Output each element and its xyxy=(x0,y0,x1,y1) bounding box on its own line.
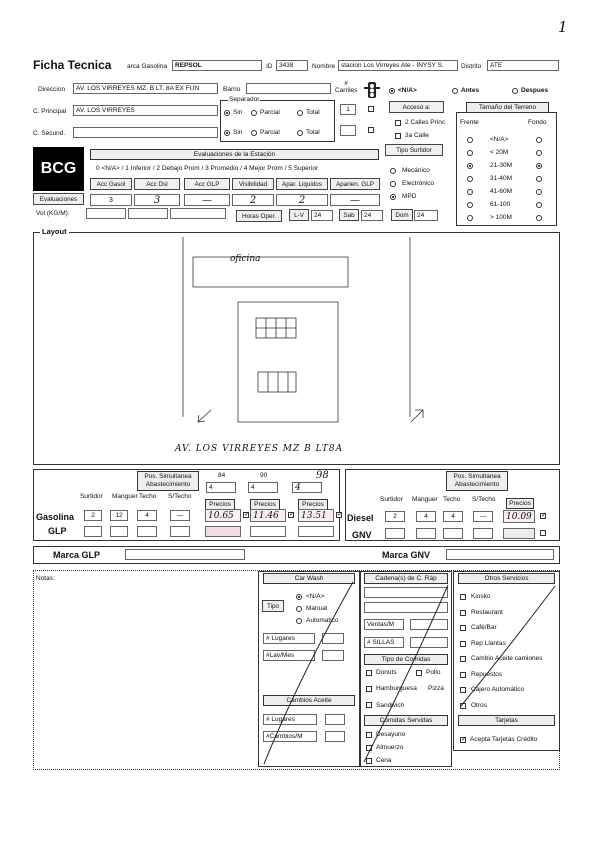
diesel-value-2[interactable]: 4 xyxy=(443,511,463,522)
frente-radio-6[interactable] xyxy=(467,215,473,221)
nombre-label: Nombre xyxy=(312,63,336,70)
tercera-calle-chk[interactable] xyxy=(395,133,401,139)
diesel-col-0: Surtidor xyxy=(380,496,403,503)
marca-label: arca Gasolina xyxy=(127,63,168,70)
eval-value-1[interactable]: 3 xyxy=(134,194,180,206)
pos-despues-label: Despues xyxy=(521,87,549,94)
traffic-light-icon xyxy=(364,82,380,102)
gasolina-value-0[interactable]: 2 xyxy=(84,510,102,521)
carriles-field-1[interactable]: 1 xyxy=(340,104,356,115)
eval-value-2[interactable]: — xyxy=(184,194,230,206)
grade-84: 84 xyxy=(218,472,226,479)
dom-field[interactable]: 24 xyxy=(414,210,438,221)
cw-auto-label: Automatico xyxy=(306,617,339,624)
gas-col-3: S/Techo xyxy=(168,493,192,500)
grade-90-count[interactable]: 4 xyxy=(248,482,278,493)
principal-field[interactable]: AV. LOS VIRREYES xyxy=(73,105,218,116)
fondo-radio-0[interactable] xyxy=(536,137,542,143)
calles-princ-chk[interactable] xyxy=(395,120,401,126)
vol-field-3[interactable] xyxy=(170,208,226,219)
fondo-radio-1[interactable] xyxy=(536,150,542,156)
sep2-parcial-radio[interactable] xyxy=(251,130,257,136)
frente-radio-4[interactable] xyxy=(467,189,473,195)
otros-item-5: Repuestos xyxy=(471,670,503,678)
ca-cambios-label: #Cambios/M xyxy=(263,731,317,742)
sep1-sin-radio[interactable] xyxy=(224,110,230,116)
gnv-value-1[interactable] xyxy=(416,528,436,539)
separador-label: Separador xyxy=(229,96,260,103)
oficina-note: oficina xyxy=(230,254,261,264)
eval-col-0[interactable]: Acc Gasol xyxy=(90,178,132,190)
gasolina-precio-1[interactable]: 11.46 xyxy=(250,509,286,522)
sep1-parcial-radio[interactable] xyxy=(251,110,257,116)
cw-manual-label: Manual xyxy=(306,605,328,612)
mecanico-radio[interactable] xyxy=(390,168,396,174)
tipo-surtidor-button[interactable]: Tipo Surtidor xyxy=(385,144,443,156)
hamburguesa-label: Hamburguesa xyxy=(376,685,417,692)
sandwich-label: Sandwich xyxy=(376,702,405,709)
otros-item-3: Rep Llantas xyxy=(471,639,506,647)
marca-field[interactable]: REPSOL xyxy=(172,60,262,71)
pos-sim-diesel: Pos. Simultanea Abastecimiento xyxy=(446,471,508,491)
horas-button[interactable]: Horas Oper. xyxy=(236,210,282,222)
cw-na-label: <N/A> xyxy=(306,593,325,600)
fondo-radio-3[interactable] xyxy=(536,176,542,182)
gas-col-0: Surtidor xyxy=(80,493,103,500)
pos-antes-label: Antes xyxy=(461,87,480,94)
glp-precio-0[interactable] xyxy=(205,526,241,537)
gnv-value-3[interactable] xyxy=(473,528,493,539)
diesel-col-1: Manguer xyxy=(412,496,438,503)
diesel-precio-chk[interactable] xyxy=(540,513,546,519)
barrio-field[interactable] xyxy=(246,83,331,94)
ventas-label: Ventas/M xyxy=(364,619,404,630)
frente-radio-0[interactable] xyxy=(467,137,473,143)
marca-glp-field[interactable] xyxy=(125,549,245,560)
gasolina-value-2[interactable]: 4 xyxy=(137,510,157,521)
diesel-col-2: Techo xyxy=(443,496,461,503)
direccion-field[interactable]: AV. LOS VIRREYES MZ. B LT. 8A EX FUN xyxy=(73,83,218,94)
lv-label: L-V xyxy=(289,209,309,221)
sep1-total-label: Total xyxy=(306,109,320,116)
sep2-total-label: Total xyxy=(306,129,320,136)
cambios-title: Cambios Aceite xyxy=(263,695,355,706)
eval-value-0[interactable]: 3 xyxy=(90,194,132,206)
pos-na-label: <N/A> xyxy=(398,87,417,94)
gasolina-precio-chk-1[interactable] xyxy=(288,512,294,518)
otros-item-7: Otros xyxy=(471,701,487,709)
eval-scale: 0 <N/A> / 1 Inferior / 2 Debajo Prom / 3 Promedio / 4 Mejor Prom / 5 Superior xyxy=(96,165,319,172)
page-number: 1 xyxy=(558,18,568,36)
marca-gnv-field[interactable] xyxy=(446,549,554,560)
diesel-value-3[interactable]: — xyxy=(473,511,493,522)
secund-field[interactable] xyxy=(73,127,218,138)
cw-lav-label: #Lav/Mes xyxy=(263,650,315,661)
gas-col-1: Manguer xyxy=(112,493,138,500)
carriles-chk-1[interactable] xyxy=(368,106,374,112)
otros-strike xyxy=(453,582,560,712)
gasolina-precio-chk-0[interactable] xyxy=(243,512,249,518)
eval-col-2[interactable]: Acc GLP xyxy=(184,178,230,190)
pos-despues-radio[interactable] xyxy=(512,88,518,94)
evaluaciones-button[interactable]: Evaluaciones xyxy=(33,193,84,205)
frente-radio-5[interactable] xyxy=(467,202,473,208)
bcg-logo: BCG xyxy=(33,147,84,191)
servidas-title: Comidas Servidas xyxy=(364,715,448,726)
carwash-strike xyxy=(258,580,360,766)
electronico-radio[interactable] xyxy=(390,181,396,187)
gasolina-precio-2[interactable]: 13.51 xyxy=(298,509,334,522)
vol-field-2[interactable] xyxy=(128,208,168,219)
terreno-option-3: 31-40M xyxy=(490,175,513,182)
terreno-option-2: 21-30M xyxy=(490,162,513,169)
sep1-parcial-label: Parcial xyxy=(260,109,280,116)
electronico-label: Electrónico xyxy=(402,180,435,187)
dom-label: Dom xyxy=(391,209,413,221)
mpd-label: MPD xyxy=(402,193,417,200)
glp-value-2[interactable] xyxy=(137,526,157,537)
diesel-value-1[interactable]: 4 xyxy=(416,511,436,522)
diesel-precio[interactable]: 10.09 xyxy=(503,510,535,523)
tipo-comidas-title: Tipo de Comidas xyxy=(364,654,448,665)
vol-field[interactable] xyxy=(86,208,126,219)
mpd-radio[interactable] xyxy=(390,194,396,200)
otros-item-1: Restaurant xyxy=(471,608,503,616)
grade-98: 98 xyxy=(316,470,329,481)
frente-radio-3[interactable] xyxy=(467,176,473,182)
terreno-option-6: > 100M xyxy=(490,214,512,221)
diesel-col-3: S/Techo xyxy=(472,496,496,503)
gasolina-label: Gasolina xyxy=(36,512,75,522)
fondo-radio-2[interactable] xyxy=(536,163,542,169)
donuts-label: Donuts xyxy=(376,669,397,676)
ca-lugares-label: # Lugares xyxy=(263,714,317,725)
fondo-radio-5[interactable] xyxy=(536,202,542,208)
cadena-title: Cadena(s) de C. Ráp xyxy=(364,573,448,584)
id-field[interactable]: 3438 xyxy=(276,60,308,71)
fondo-label: Fondo xyxy=(528,119,547,126)
cadena-strike xyxy=(360,582,452,766)
secund-label: C. Secund. xyxy=(33,130,66,137)
almuerzo-label: Almuerzo xyxy=(376,744,404,751)
carriles-label: # Carriles xyxy=(335,80,358,94)
mecanico-label: Mecánico xyxy=(402,167,430,174)
eval-value-5[interactable]: — xyxy=(330,194,380,206)
sep2-sin-label: Sin xyxy=(233,129,243,136)
glp-value-0[interactable] xyxy=(84,526,102,537)
eval-col-3[interactable]: Visibilidad xyxy=(232,178,274,190)
gas-col-2: Techo xyxy=(139,493,157,500)
sep2-total-radio[interactable] xyxy=(297,130,303,136)
terreno-option-5: 61-100 xyxy=(490,201,511,208)
id-label: ID xyxy=(266,63,273,70)
sab-field[interactable]: 24 xyxy=(361,210,383,221)
gnv-value-2[interactable] xyxy=(443,528,463,539)
gnv-value-0[interactable] xyxy=(385,528,405,539)
vol-label: Vol (KG/M): xyxy=(36,210,70,217)
gasolina-value-1[interactable]: 12 xyxy=(110,510,128,521)
carwash-title: Car Wash xyxy=(263,573,355,584)
terreno-group xyxy=(456,112,557,226)
tercera-calle-label: 3a Calle xyxy=(405,132,429,139)
diesel-value-0[interactable]: 2 xyxy=(385,511,405,522)
distrito-field[interactable]: ATE xyxy=(487,60,559,71)
tarjetas-chk[interactable] xyxy=(460,737,466,743)
eval-col-1[interactable]: Acc Dsl xyxy=(134,178,180,190)
grade-84-count[interactable]: 4 xyxy=(206,482,236,493)
gasolina-precio-chk-2[interactable] xyxy=(336,512,342,518)
nombre-field[interactable]: stacion Los Virreyes Ate - INYSY S. xyxy=(338,60,458,71)
sep1-sin-label: Sin xyxy=(233,109,243,116)
glp-value-3[interactable] xyxy=(170,526,190,537)
otros-item-4: Cambio Aceite camiones xyxy=(471,655,543,662)
otros-item-0: Kiosko xyxy=(471,593,491,600)
marca-glp-label: Marca GLP xyxy=(53,550,101,560)
glp-value-1[interactable] xyxy=(110,526,128,537)
calles-princ-label: 2 Calles Princ xyxy=(405,119,446,126)
layout-sketch xyxy=(33,232,560,465)
glp-label: GLP xyxy=(48,526,67,536)
marca-gnv-label: Marca GNV xyxy=(382,550,431,560)
pos-na-radio[interactable] xyxy=(389,88,395,94)
pollo-label: Pollo xyxy=(426,669,441,676)
tarjetas-label: Acepta Tarjetas Crédito xyxy=(470,736,538,743)
cena-label: Cena xyxy=(376,757,392,764)
frente-label: Frente xyxy=(460,119,479,126)
page-title: Ficha Tecnica xyxy=(33,58,112,72)
layout-label: Layout xyxy=(42,227,67,236)
gnv-precio[interactable] xyxy=(503,528,535,539)
carriles-field-2[interactable] xyxy=(340,125,356,136)
notas-label: Notas: xyxy=(36,575,55,582)
terreno-option-4: 41-60M xyxy=(490,188,513,195)
sab-label: Sab xyxy=(339,209,359,221)
gnv-precio-chk[interactable] xyxy=(540,530,546,536)
barrio-label: Barrio xyxy=(223,86,241,93)
eval-value-4[interactable]: 2 xyxy=(276,194,328,206)
layout-address-note: AV. LOS VIRREYES MZ B LT8A xyxy=(175,444,344,454)
sep2-sin-radio[interactable] xyxy=(224,130,230,136)
gnv-label: GNV xyxy=(352,530,372,540)
terreno-option-0: <N/A> xyxy=(490,136,509,143)
otros-item-2: Café/Bar xyxy=(471,624,497,631)
acceso-button[interactable]: Acceso a: xyxy=(389,101,444,113)
pos-antes-radio[interactable] xyxy=(452,88,458,94)
glp-precio-1[interactable] xyxy=(250,526,286,537)
terreno-option-1: < 20M xyxy=(490,149,509,156)
carriles-chk-2[interactable] xyxy=(368,127,374,133)
cw-lugares-label: # Lugares xyxy=(263,633,315,644)
tarjetas-title: Tarjetas xyxy=(458,715,555,726)
frente-radio-1[interactable] xyxy=(467,150,473,156)
diesel-label: Diesel xyxy=(347,513,374,523)
pos-sim-gasolina: Pos. Simultanea Abastecimiento xyxy=(137,471,199,491)
sep2-parcial-label: Parcial xyxy=(260,129,280,136)
tipo-button[interactable]: Tipo xyxy=(262,600,284,612)
diesel-precios-header: Precios xyxy=(506,498,534,509)
precios-header-2: Precios xyxy=(298,499,328,510)
sillas-label: # SILLAS xyxy=(364,637,404,648)
sep1-total-radio[interactable] xyxy=(297,110,303,116)
glp-precio-2[interactable] xyxy=(298,526,334,537)
grade-90: 90 xyxy=(260,472,268,479)
fondo-radio-6[interactable] xyxy=(536,215,542,221)
gasolina-value-3[interactable]: — xyxy=(170,510,190,521)
otros-item-6: Cajero Automático xyxy=(471,686,525,693)
gasolina-precio-0[interactable]: 10.65 xyxy=(205,509,241,522)
distrito-label: Distrito xyxy=(461,63,482,70)
desayuno-label: Desayuno xyxy=(376,731,406,738)
pizza-label: Pizza xyxy=(428,685,444,692)
terreno-title: Tamaño del Terreno xyxy=(466,102,549,113)
otros-title: Otros Servicios xyxy=(458,573,555,584)
eval-col-4[interactable]: Apar. Liquidos xyxy=(276,178,328,190)
grade-98-count[interactable]: 4 xyxy=(292,482,322,493)
eval-value-3[interactable]: 2 xyxy=(232,194,274,206)
eval-col-5[interactable]: Aparien. GLP xyxy=(330,178,380,190)
precios-header-1: Precios xyxy=(250,499,280,510)
eval-title: Evaluaciones de la Estación xyxy=(90,149,379,160)
principal-label: C. Principal xyxy=(33,108,67,115)
frente-radio-2[interactable] xyxy=(467,163,473,169)
direccion-label: Direccion xyxy=(38,86,66,93)
fondo-radio-4[interactable] xyxy=(536,189,542,195)
precios-header-0: Precios xyxy=(205,499,235,510)
lv-field[interactable]: 24 xyxy=(311,210,333,221)
